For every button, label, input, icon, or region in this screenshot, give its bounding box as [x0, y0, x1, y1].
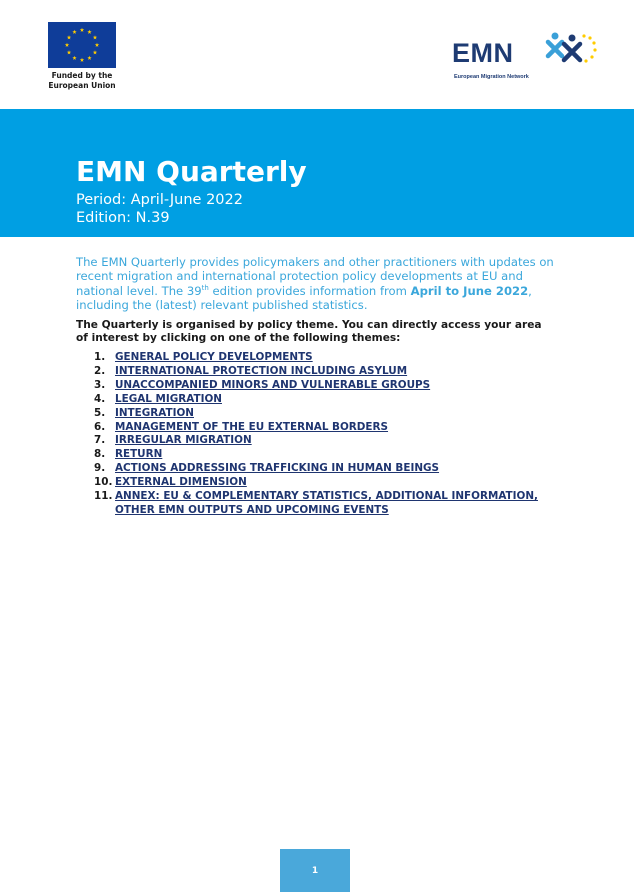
edition-label: Edition: N.39 [76, 210, 170, 226]
theme-item [96, 490, 566, 518]
theme-link-integration[interactable]: INTEGRATION [115, 406, 194, 419]
theme-number: 2. [94, 364, 106, 377]
theme-number: 6. [94, 420, 106, 433]
theme-link-unaccompanied-minors[interactable]: UNACCOMPANIED MINORS AND VULNERABLE GROUPS [115, 378, 431, 391]
theme-number: 3. [94, 378, 106, 391]
theme-item [96, 434, 566, 448]
eu-funding-block [46, 22, 118, 91]
emn-logo-subtitle: European Migration Network [454, 74, 529, 80]
intro-highlight: April to June 2022 [410, 283, 529, 298]
intro-paragraph [76, 255, 554, 312]
theme-item [96, 351, 566, 365]
intro-text-part3: , including the (latest) relevant published statistics. [76, 283, 532, 312]
theme-item [96, 365, 566, 379]
theme-number: 5. [94, 406, 106, 419]
emn-logo-text: EMN [452, 38, 514, 68]
theme-link-trafficking[interactable]: ACTIONS ADDRESSING TRAFFICKING IN HUMAN BEINGS [115, 462, 440, 475]
eu-flag-icon [48, 22, 116, 68]
theme-link-legal-migration[interactable]: LEGAL MIGRATION [115, 392, 222, 405]
eu-funding-line1: Funded by the [51, 71, 113, 80]
emn-figures-icon [542, 30, 600, 70]
intro-text-part2: edition provides information from [208, 283, 411, 298]
theme-item [96, 476, 566, 490]
theme-link-return[interactable]: RETURN [115, 448, 163, 461]
theme-link-annex[interactable]: ANNEX: EU & COMPLEMENTARY STATISTICS, ADDITIONAL INFORMATION, OTHER EMN OUTPUTS AND UPCOMING EVENTS [115, 490, 538, 516]
intro-text-part1: The EMN Quarterly provides policymakers and other practitioners with updates on recent migration and international protection policy developments at EU and national level. The 39 [76, 255, 554, 298]
title-banner [0, 109, 634, 237]
theme-item [96, 393, 566, 407]
theme-number: 11. [94, 490, 113, 503]
theme-item [96, 379, 566, 393]
theme-number: 4. [94, 392, 106, 405]
theme-item [96, 462, 566, 476]
intro-superscript: th [201, 283, 209, 292]
theme-number: 1. [94, 351, 106, 363]
document-title: EMN Quarterly [76, 155, 307, 188]
eu-funding-line2: European Union [48, 81, 116, 90]
theme-link-external-borders[interactable]: MANAGEMENT OF THE EU EXTERNAL BORDERS [115, 420, 389, 433]
page-number: 1 [280, 849, 350, 892]
theme-item [96, 421, 566, 435]
theme-number: 9. [94, 462, 106, 475]
theme-link-international-protection[interactable]: INTERNATIONAL PROTECTION INCLUDING ASYLUM [115, 364, 408, 377]
period-label: Period: April-June 2022 [76, 192, 243, 208]
theme-number: 10. [94, 476, 113, 489]
theme-link-irregular-migration[interactable]: IRREGULAR MIGRATION [115, 434, 252, 447]
theme-link-general-policy[interactable]: GENERAL POLICY DEVELOPMENTS [115, 351, 313, 363]
theme-link-external-dimension[interactable]: EXTERNAL DIMENSION [115, 476, 247, 489]
themes-list [96, 351, 566, 518]
theme-number: 8. [94, 448, 106, 461]
theme-item [96, 448, 566, 462]
themes-lead-text: The Quarterly is organised by policy theme. You can directly access your area of interest by clicking on one of the following themes: [76, 319, 542, 344]
theme-number: 7. [94, 434, 106, 447]
emn-logo [452, 28, 602, 86]
theme-item [96, 407, 566, 421]
